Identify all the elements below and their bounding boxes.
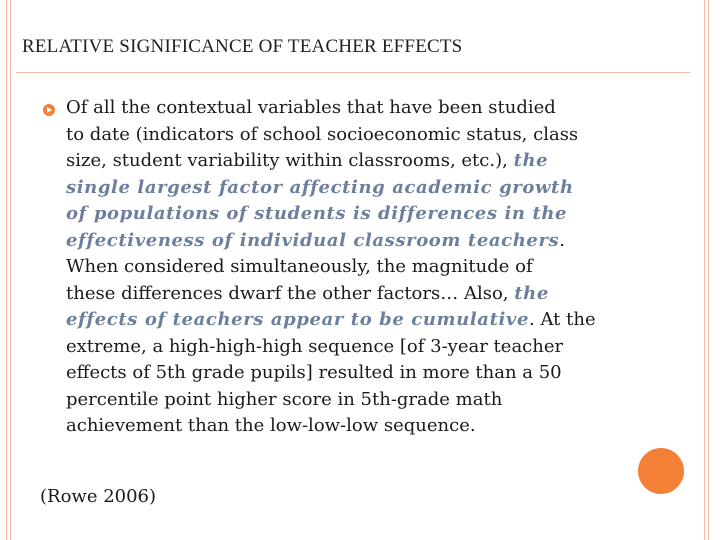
emphasized-text: the [514, 282, 549, 304]
paragraph-line [66, 122, 691, 149]
body-text-segment: When considered simultaneously, the magnitude of [66, 256, 533, 277]
body-text-segment: . [559, 229, 566, 251]
bullet-paragraph [66, 95, 691, 440]
emphasized-text: effectiveness of individual classroom teachers [66, 229, 560, 251]
paragraph-line [66, 334, 691, 361]
frame-line-left [6, 0, 7, 540]
emphasized-text: of populations of students is differences in the [66, 203, 568, 224]
body-text-segment: achievement than the low-low-low sequence. [66, 415, 476, 436]
emphasized-text: the [513, 150, 549, 171]
body-text-segment: . At the [529, 309, 596, 330]
paragraph-line [66, 387, 691, 414]
frame-line-left-inner [10, 0, 11, 540]
body-text-segment: Of all the contextual variables that have been studied [66, 97, 556, 118]
paragraph-line [66, 148, 691, 175]
citation: (Rowe 2006) [40, 486, 157, 507]
decorative-orange-circle [638, 448, 684, 494]
paragraph-line [66, 95, 691, 122]
body-text-segment: percentile point higher score in 5th-grade math [66, 388, 503, 410]
frame-line-right-inner [708, 0, 709, 540]
body-text-segment: extreme, a high-high-high sequence [of 3-year teacher [66, 335, 564, 357]
body-text-segment: these differences dwarf the other factors… Also, [66, 282, 515, 304]
slide-title: RELATIVE SIGNIFICANCE OF TEACHER EFFECTS [22, 36, 463, 57]
emphasized-text: single largest factor affecting academic growth [66, 176, 574, 198]
frame-line-right [704, 0, 705, 540]
paragraph-line [66, 201, 691, 228]
bullet-arrow-icon [43, 104, 55, 116]
paragraph-line [66, 413, 691, 440]
paragraph-line [66, 307, 691, 334]
paragraph-line [66, 175, 691, 202]
paragraph-line [66, 254, 691, 281]
body-text-segment: to date (indicators of school socioeconomic status, class [66, 123, 579, 145]
emphasized-text: effects of teachers appear to be cumulative [66, 309, 530, 330]
paragraph-line [66, 228, 691, 255]
title-underline [16, 72, 690, 73]
paragraph-line [66, 281, 691, 308]
paragraph-line [66, 360, 691, 387]
body-text-segment: size, student variability within classrooms, etc.), [66, 150, 514, 171]
body-text-segment: effects of 5th grade pupils] resulted in more than a 50 [66, 362, 562, 383]
